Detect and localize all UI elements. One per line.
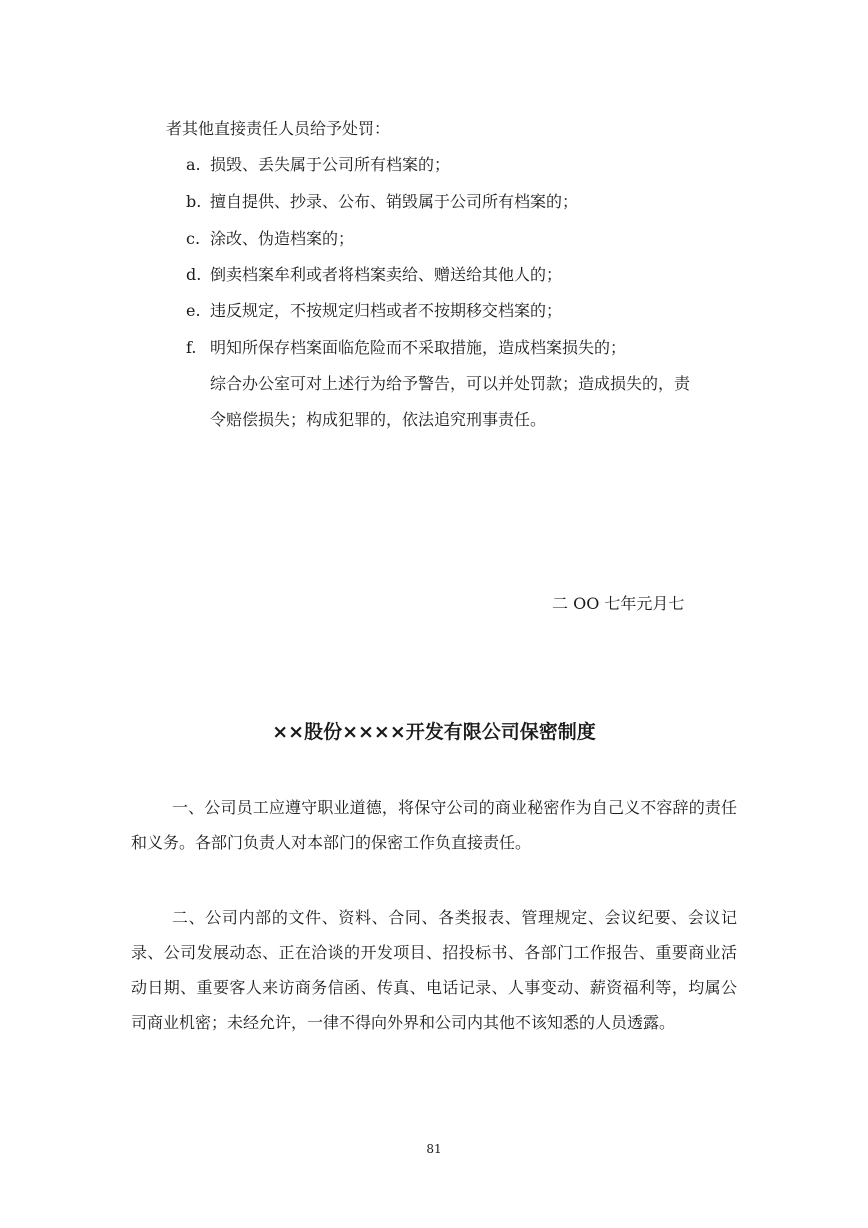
list-item-label: d. <box>186 265 202 284</box>
section-title: ××股份××××开发有限公司保密制度 <box>272 721 596 743</box>
closing-line: 综合办公室可对上述行为给予警告，可以并处罚款；造成损失的，责 <box>210 374 691 393</box>
list-item-text: 明知所保存档案面临危险而不采取措施，造成档案损失的； <box>210 338 627 357</box>
list-item-text: 倒卖档案牟利或者将档案卖给、赠送给其他人的； <box>210 265 563 284</box>
list-item-label: e. <box>186 301 201 320</box>
list-item-label: c. <box>186 229 201 248</box>
list-item-text: 损毁、丢失属于公司所有档案的； <box>210 155 451 174</box>
list-item-label: b. <box>186 192 202 211</box>
date-line: 二 OO 七年元月七 <box>552 594 685 613</box>
list-item <box>186 337 626 359</box>
closing-line: 令赔偿损失；构成犯罪的，依法追究刑事责任。 <box>210 410 547 429</box>
list-item <box>186 300 562 322</box>
paragraph: 一、公司员工应遵守职业道德，将保守公司的商业秘密作为自己义不容辞的责任和义务。各部门负责人对本部门的保密工作负直接责任。 <box>131 798 737 852</box>
list-item-label: a. <box>186 155 201 174</box>
page-number: 81 <box>426 1142 442 1156</box>
list-item-label: f. <box>186 338 197 357</box>
list-item <box>186 228 354 250</box>
paragraph: 二、公司内部的文件、资料、合同、各类报表、管理规定、会议纪要、会议记录、公司发展动态、正在洽谈的开发项目、招投标书、各部门工作报告、重要商业活动日期、重要客人来访商务信函、传真、电话记录、人事变动、薪资福利等，均属公司商业机密；未经允许，一律不得向外界和公司内其他不该知悉的人员透露。 <box>131 908 737 1032</box>
list-item-text: 擅自提供、抄录、公布、销毁属于公司所有档案的； <box>210 192 579 211</box>
list-item <box>186 154 450 176</box>
list-item-text: 涂改、伪造档案的； <box>210 229 355 248</box>
list-item <box>186 191 578 213</box>
list-item <box>186 264 562 286</box>
intro-line: 者其他直接责任人员给予处罚： <box>166 119 391 138</box>
list-item-text: 违反规定，不按规定归档或者不按期移交档案的； <box>210 301 563 320</box>
